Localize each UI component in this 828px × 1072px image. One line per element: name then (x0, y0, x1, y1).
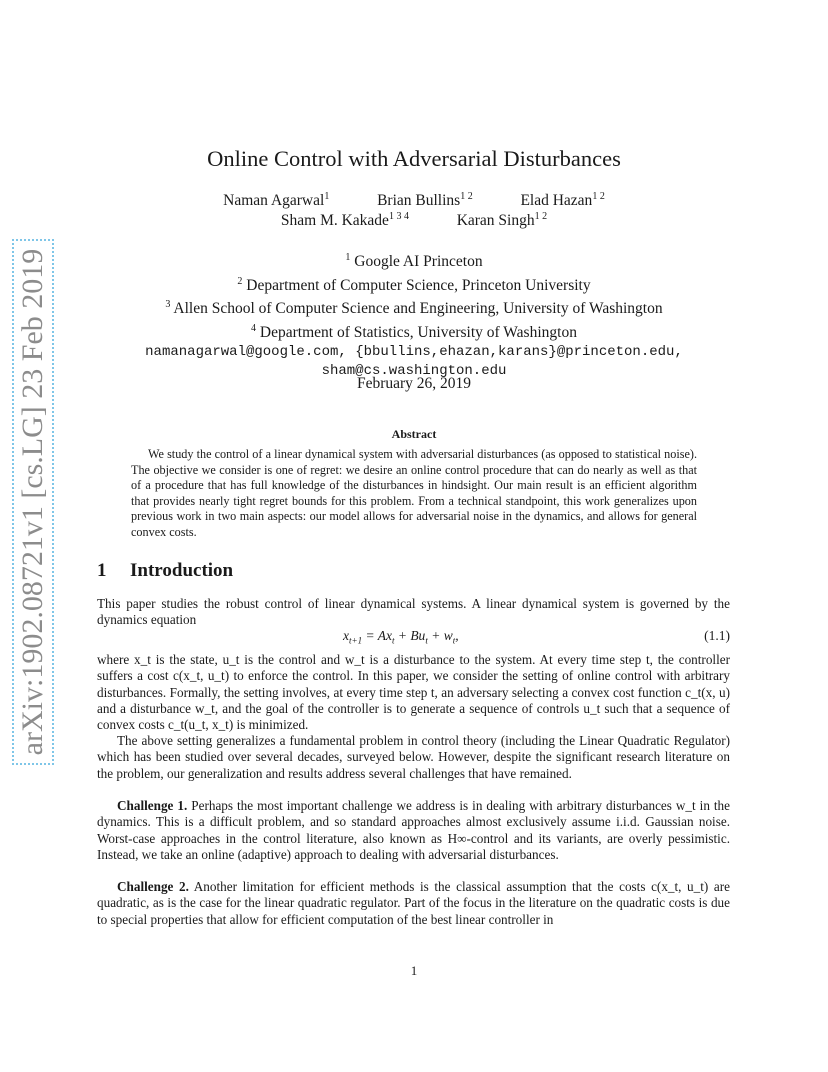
authors-line-1 (0, 191, 828, 210)
affiliation-1: $^1$ Google AI Princeton (345, 252, 483, 271)
author-name: Naman Agarwal$^1$ (223, 191, 330, 210)
abstract-text: We study the control of a linear dynamical system with adversarial disturbances (as opposed to statistical noise). The objective we consider is one of regret: we desire an online control procedure that can do nearly as well as that of a procedure that has full knowledge of the disturbances in hindsight. Our main result is an efficient algorithm that provides nearly tight regret bounds for this problem. From a technical standpoint, this work generalizes upon previous work in two main aspects: our model allows for adversarial noise in the dynamics, and allows for general convex costs. (131, 447, 697, 539)
challenge-2-paragraph: Challenge 2. Another limitation for efficient methods is the classical assumption that the costs c(x_t, u_t) are quadratic, as is the case for the linear quadratic regulator. Part of the focus in the literature on the quadratic costs is due to special properties that allow for efficient computation of the best linear controller in (97, 879, 730, 927)
intro-paragraph-1: This paper studies the robust control of linear dynamical systems. A linear dynamical system is governed by the dynamics equation (97, 596, 730, 628)
author-name: Brian Bullins$^{1 2}$ (377, 191, 473, 210)
affiliations (0, 248, 828, 382)
page-number: 1 (410, 963, 418, 978)
date: February 26, 2019 (356, 375, 472, 392)
author-name: Elad Hazan$^{1 2}$ (520, 191, 605, 210)
intro-paragraph-3: The above setting generalizes a fundamental problem in control theory (including the Linear Quadratic Regulator) which has been studied over several decades, surveyed below. However, despite the significant research literature on the problem, our generalization and results address several challenges that have remained. (97, 733, 730, 781)
emails-line-2: sham@cs.washington.edu (321, 363, 507, 380)
paper-title: Online Control with Adversarial Disturbances (207, 146, 621, 171)
affiliation-2: $^2$ Department of Computer Science, Princeton University (237, 275, 591, 294)
authors-line-2 (0, 211, 828, 230)
section-heading: 1 Introduction (97, 560, 234, 581)
affiliation-3: $^3$ Allen School of Computer Science and Engineering, University of Washington (165, 299, 663, 318)
emails-line-1: namanagarwal@google.com, {bbullins,ehazan,karans}@princeton.edu, (145, 343, 683, 360)
abstract-heading: Abstract (391, 427, 437, 441)
arxiv-stamp: arXiv:1902.08721v1 [cs.LG] 23 Feb 2019 (12, 152, 52, 852)
challenge-1-paragraph: Challenge 1. Perhaps the most important challenge we address is in dealing with arbitrary disturbances w_t in the dynamics. This is a difficult problem, and so standard approaches almost exclusively assume i.i.d. Gaussian noise. Worst-case approaches in the control literature, also known as H∞-control and its variants, are overly pessimistic. Instead, we take an online (adaptive) approach to dealing with adversarial disturbances. (97, 798, 731, 862)
affiliation-4: $^4$ Department of Statistics, University of Washington (251, 322, 577, 342)
author-name: Karan Singh$^{1 2}$ (456, 211, 548, 230)
intro-paragraph-2: where x_t is the state, u_t is the control and w_t is a disturbance to the system. At every time step t, the controller suffers a cost c(x_t, u_t) to enforce the control. In this paper, we consider the setting of online control with arbitrary disturbances. Formally, the setting involves, at every time step t, an adversary selecting a convex cost function c_t(x, u) and a disturbance w_t, and the goal of the controller is to generate a sequence of controls u_t such that a sequence of convex costs c_t(u_t, x_t) is minimized. (97, 652, 730, 733)
author-name: Sham M. Kakade$^{1 3 4}$ (280, 211, 409, 230)
equation-label: (1.1) (704, 628, 730, 643)
